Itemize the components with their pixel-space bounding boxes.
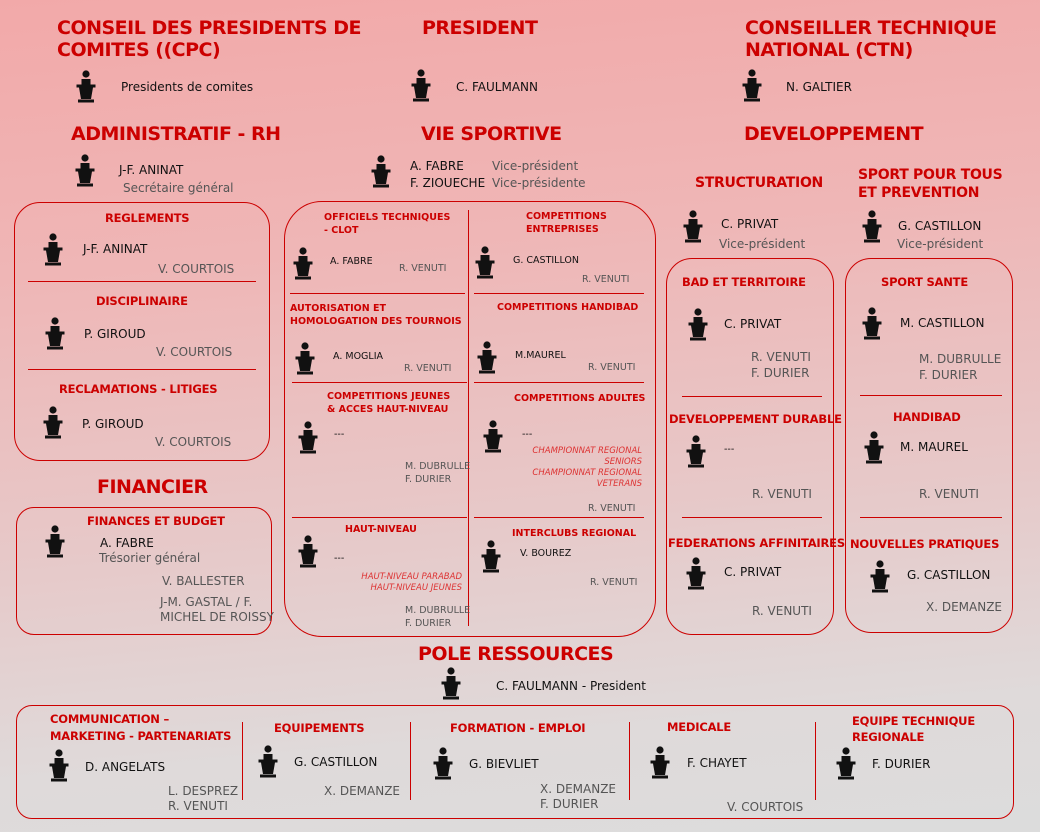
financier-title: FINANCIER (97, 476, 208, 498)
officiels-title-line2: - CLOT (324, 225, 359, 236)
person-at-podium-icon (476, 341, 498, 375)
reglements-staff: V. COURTOIS (158, 262, 235, 276)
haut-niveau-name: --- (334, 553, 345, 564)
developpement-title: DEVELOPPEMENT (744, 123, 924, 145)
person-at-podium-icon (869, 560, 891, 594)
durable-name: --- (724, 444, 735, 455)
person-at-podium-icon (682, 210, 704, 244)
officiels-name: A. FABRE (330, 256, 373, 267)
adultes-name: --- (522, 429, 533, 440)
divider (860, 395, 1002, 396)
jeunes-name: --- (334, 429, 345, 440)
medicale-title: MEDICALE (667, 720, 732, 734)
structuration-name: C. PRIVAT (721, 217, 779, 231)
jeunes-staff1: M. DUBRULLE (405, 461, 471, 472)
divider (410, 722, 411, 800)
formation-staff2: F. DURIER (540, 797, 599, 811)
interclubs-title: INTERCLUBS REGIONAL (512, 528, 637, 539)
communication-staff1: L. DESPREZ (168, 784, 239, 798)
haut-niveau-note1: HAUT-NIVEAU PARABAD (361, 572, 462, 582)
divider (468, 210, 469, 626)
formation-title: FORMATION - EMPLOI (450, 721, 586, 735)
formation-name: G. BIEVLIET (469, 757, 539, 771)
handibad-comp-name: M.MAUREL (515, 350, 566, 361)
cpc-title-line1: CONSEIL DES PRESIDENTS DE (57, 17, 361, 39)
federations-name: C. PRIVAT (724, 565, 782, 579)
adultes-note1: CHAMPIONNAT REGIONAL (532, 446, 642, 456)
person-at-podium-icon (649, 746, 671, 780)
admin-title: ADMINISTRATIF - RH (71, 123, 281, 145)
sport-pour-tous-role: Vice-président (897, 237, 984, 251)
person-at-podium-icon (835, 747, 857, 781)
reglements-title: REGLEMENTS (105, 211, 190, 225)
divider (28, 369, 256, 370)
bad-territoire-staff1: R. VENUTI (751, 350, 811, 364)
divider (629, 722, 630, 800)
person-at-podium-icon (861, 307, 883, 341)
reclamations-staff: V. COURTOIS (155, 435, 232, 449)
medicale-staff: V. COURTOIS (727, 800, 804, 814)
jeunes-title-line2: & ACCES HAUT-NIVEAU (327, 404, 449, 415)
vs-name2: F. ZIOUECHE (410, 176, 486, 190)
autorisation-title-line2: HOMOLOGATION DES TOURNOIS (290, 316, 462, 327)
handibad-comp-title: COMPETITIONS HANDIBAD (497, 302, 639, 313)
autorisation-name: A. MOGLIA (333, 351, 384, 362)
etr-title-line1: EQUIPE TECHNIQUE (852, 714, 975, 728)
president-name: C. FAULMANN (456, 80, 539, 94)
autorisation-title-line1: AUTORISATION ET (290, 303, 386, 314)
equipements-name: G. CASTILLON (294, 755, 378, 769)
person-at-podium-icon (75, 70, 97, 104)
person-at-podium-icon (42, 406, 64, 440)
entreprises-name: G. CASTILLON (513, 255, 579, 266)
person-at-podium-icon (685, 435, 707, 469)
divider (292, 382, 467, 383)
cpc-name: Presidents de comites (121, 80, 254, 94)
autorisation-staff: R. VENUTI (404, 363, 452, 374)
sport-pour-tous-name: G. CASTILLON (898, 219, 982, 233)
person-at-podium-icon (297, 535, 319, 569)
admin-head-name: J-F. ANINAT (119, 163, 184, 177)
vs-role1: Vice-président (492, 159, 579, 173)
finances-staff2-line2: MICHEL DE ROISSY (160, 610, 274, 624)
haut-niveau-staff1: M. DUBRULLE (405, 605, 471, 616)
adultes-note4: VETERANS (596, 479, 642, 489)
structuration-title: STRUCTURATION (695, 175, 823, 191)
entreprises-title-line2: ENTREPRISES (526, 224, 599, 235)
finances-staff2-line1: J-M. GASTAL / F. (160, 595, 253, 609)
durable-staff: R. VENUTI (752, 487, 812, 501)
interclubs-name: V. BOUREZ (520, 548, 572, 559)
person-at-podium-icon (440, 667, 462, 701)
divider (28, 281, 256, 282)
divider (474, 382, 644, 383)
pole-title: POLE RESSOURCES (418, 643, 614, 665)
person-at-podium-icon (42, 233, 64, 267)
person-at-podium-icon (741, 69, 763, 103)
communication-staff2: R. VENUTI (168, 799, 228, 813)
pole-president: C. FAULMANN - President (496, 679, 646, 693)
medicale-name: F. CHAYET (687, 756, 747, 770)
communication-title-line1: COMMUNICATION – (50, 712, 170, 726)
person-at-podium-icon (257, 745, 279, 779)
entreprises-staff: R. VENUTI (582, 274, 630, 285)
person-at-podium-icon (297, 421, 319, 455)
adultes-staff: R. VENUTI (588, 503, 636, 514)
divider (474, 517, 644, 518)
ctn-title-line1: CONSEILLER TECHNIQUE (745, 17, 997, 39)
person-at-podium-icon (685, 557, 707, 591)
person-at-podium-icon (863, 431, 885, 465)
federations-title: FEDERATIONS AFFINITAIRES (668, 536, 845, 550)
person-at-podium-icon (48, 749, 70, 783)
person-at-podium-icon (294, 342, 316, 376)
person-at-podium-icon (480, 540, 502, 574)
equipements-staff: X. DEMANZE (324, 784, 401, 798)
person-at-podium-icon (410, 69, 432, 103)
jeunes-title-line1: COMPETITIONS JEUNES (327, 391, 451, 402)
vie-sportive-title: VIE SPORTIVE (421, 123, 562, 145)
person-at-podium-icon (482, 420, 504, 454)
vs-role2: Vice-présidente (492, 176, 586, 190)
handibad-dev-staff: R. VENUTI (919, 487, 979, 501)
divider (682, 517, 822, 518)
equipements-title: EQUIPEMENTS (274, 721, 365, 735)
person-at-podium-icon (687, 308, 709, 342)
structuration-role: Vice-président (719, 237, 806, 251)
nouvelles-staff: X. DEMANZE (926, 600, 1003, 614)
nouvelles-name: G. CASTILLON (907, 568, 991, 582)
etr-name: F. DURIER (872, 757, 931, 771)
communication-name: D. ANGELATS (85, 760, 166, 774)
finances-box-title: FINANCES ET BUDGET (87, 514, 225, 528)
cpc-title-line2: COMITES ((CPC) (57, 39, 221, 61)
haut-niveau-note2: HAUT-NIVEAU JEUNES (370, 583, 462, 593)
formation-staff1: X. DEMANZE (540, 782, 617, 796)
nouvelles-title: NOUVELLES PRATIQUES (850, 537, 1000, 551)
sport-pour-tous-title-line1: SPORT POUR TOUS (858, 167, 1003, 183)
sport-sante-title: SPORT SANTE (881, 275, 968, 289)
disciplinaire-name: P. GIROUD (84, 327, 146, 341)
person-at-podium-icon (292, 247, 314, 281)
divider (242, 722, 243, 800)
president-title: PRESIDENT (422, 17, 538, 39)
haut-niveau-staff2: F. DURIER (405, 618, 452, 629)
jeunes-staff2: F. DURIER (405, 474, 452, 485)
officiels-staff: R. VENUTI (399, 263, 447, 274)
person-at-podium-icon (44, 317, 66, 351)
haut-niveau-title: HAUT-NIVEAU (345, 524, 417, 535)
reclamations-title: RECLAMATIONS - LITIGES (59, 382, 218, 396)
officiels-title-line1: OFFICIELS TECHNIQUES (324, 212, 451, 223)
sport-pour-tous-title-line2: ET PREVENTION (858, 185, 980, 201)
communication-title-line2: MARKETING - PARTENARIATS (50, 729, 232, 743)
person-at-podium-icon (74, 154, 96, 188)
etr-title-line2: REGIONALE (852, 730, 925, 744)
divider (474, 293, 644, 294)
finances-role: Trésorier général (99, 551, 201, 565)
ctn-title-line2: NATIONAL (CTN) (745, 39, 913, 61)
person-at-podium-icon (474, 246, 496, 280)
handibad-comp-staff: R. VENUTI (588, 362, 636, 373)
divider (815, 722, 816, 800)
adultes-note2: SENIORS (604, 457, 642, 467)
sport-sante-name: M. CASTILLON (900, 316, 985, 330)
durable-title: DEVELOPPEMENT DURABLE (669, 412, 842, 426)
finances-staff1: V. BALLESTER (162, 574, 245, 588)
sport-sante-staff2: F. DURIER (919, 368, 978, 382)
bad-territoire-title: BAD ET TERRITOIRE (682, 275, 806, 289)
sport-sante-staff1: M. DUBRULLE (919, 352, 1002, 366)
adultes-title: COMPETITIONS ADULTES (514, 393, 646, 404)
admin-head-role: Secrétaire général (123, 181, 234, 195)
adultes-note3: CHAMPIONNAT REGIONAL (532, 468, 642, 478)
handibad-dev-name: M. MAUREL (900, 440, 968, 454)
entreprises-title-line1: COMPETITIONS (526, 211, 607, 222)
disciplinaire-title: DISCIPLINAIRE (96, 294, 188, 308)
bad-territoire-staff2: F. DURIER (751, 366, 810, 380)
federations-staff: R. VENUTI (752, 604, 812, 618)
divider (292, 517, 467, 518)
finances-name: A. FABRE (100, 536, 154, 550)
person-at-podium-icon (44, 525, 66, 559)
divider (860, 517, 1002, 518)
reclamations-name: P. GIROUD (82, 417, 144, 431)
ctn-name: N. GALTIER (786, 80, 852, 94)
disciplinaire-staff: V. COURTOIS (156, 345, 233, 359)
person-at-podium-icon (432, 747, 454, 781)
bad-territoire-name: C. PRIVAT (724, 317, 782, 331)
handibad-dev-title: HANDIBAD (893, 410, 961, 424)
reglements-name: J-F. ANINAT (83, 242, 148, 256)
divider (290, 293, 465, 294)
person-at-podium-icon (370, 155, 392, 189)
person-at-podium-icon (861, 210, 883, 244)
vs-name1: A. FABRE (410, 159, 464, 173)
divider (682, 396, 822, 397)
interclubs-staff: R. VENUTI (590, 577, 638, 588)
